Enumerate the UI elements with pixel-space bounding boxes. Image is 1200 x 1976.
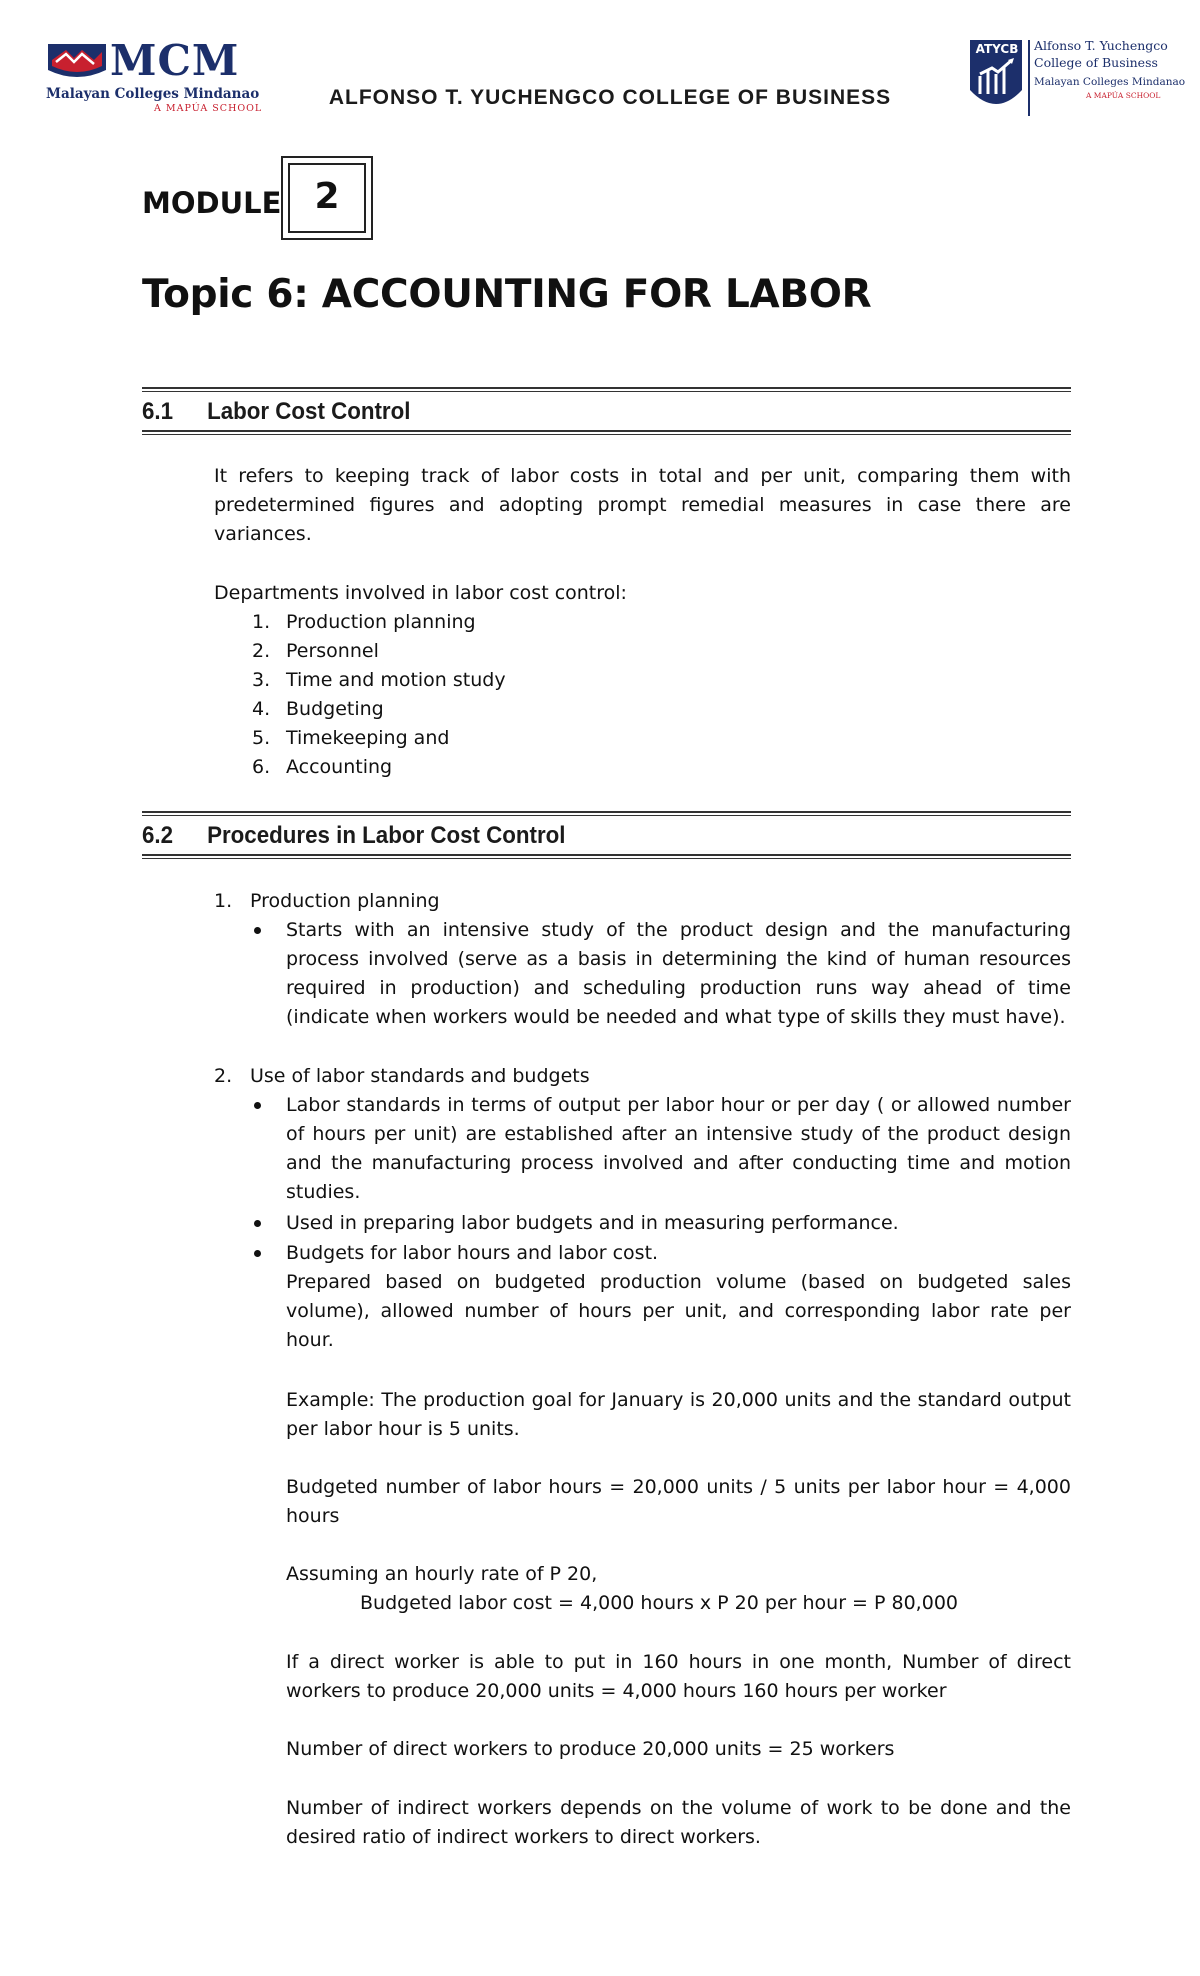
budgets-heading-text: Budgets for labor hours and labor cost. bbox=[286, 1242, 659, 1264]
mcm-monogram: MCM bbox=[110, 36, 240, 85]
example-text: Example: The production goal for January is 20,000 units and the standard output per labor hour is 5 units. bbox=[286, 1389, 1071, 1440]
budgets-prepared-text: Prepared based on budgeted production volume (based on budgeted sales volume), allowed number of hours per unit, and corresponding labor rate per hour. bbox=[286, 1271, 1071, 1351]
direct-worker-text: If a direct worker is able to put in 160 hours in one month, Number of direct workers to produce 20,000 units = 4,000 hours 160 hours per worker bbox=[286, 1651, 1071, 1702]
direct-workers-count-text: Number of direct workers to produce 20,000 units = 25 workers bbox=[286, 1738, 895, 1760]
atycb-line2: College of Business bbox=[1034, 55, 1158, 70]
hourly-rate-text: Assuming an hourly rate of P 20, bbox=[286, 1563, 598, 1585]
mcm-tagline: A MAPÚA SCHOOL bbox=[154, 103, 263, 114]
list-number: 4. bbox=[252, 698, 271, 720]
list-text: Production planning bbox=[286, 611, 476, 633]
logo-divider bbox=[1028, 40, 1030, 116]
bullet-icon bbox=[254, 1102, 261, 1109]
section-title: Labor Cost Control bbox=[207, 398, 411, 425]
atycb-line1: Alfonso T. Yuchengco bbox=[1034, 38, 1168, 53]
bullet-icon bbox=[254, 1250, 261, 1257]
labor-budgets-usage-text: Used in preparing labor budgets and in measuring performance. bbox=[286, 1212, 899, 1234]
section-heading-6-2 bbox=[142, 822, 1006, 850]
mcm-logo bbox=[44, 36, 263, 120]
section-rule-top bbox=[142, 387, 1071, 392]
list-text: Time and motion study bbox=[286, 669, 506, 691]
list-text: Personnel bbox=[286, 640, 379, 662]
departments-intro: Departments involved in labor cost control: bbox=[214, 582, 627, 604]
atycb-logo bbox=[968, 38, 1186, 120]
procedure-number: 2. bbox=[214, 1065, 233, 1087]
procedure-label: Use of labor standards and budgets bbox=[250, 1065, 590, 1087]
section-rule-bottom bbox=[142, 430, 1071, 435]
section-rule-top bbox=[142, 811, 1071, 816]
college-header: ALFONSO T. YUCHENGCO COLLEGE OF BUSINESS bbox=[328, 86, 892, 109]
module-number: 2 bbox=[288, 163, 366, 233]
list-number: 3. bbox=[252, 669, 271, 691]
labor-standards-text: Labor standards in terms of output per labor hour or per day ( or allowed number of hours per unit) are established after an intensive study of the product design and the manufacturing process involved and after conducting time and motion studies. bbox=[286, 1094, 1071, 1203]
list-text: Accounting bbox=[286, 756, 393, 778]
list-number: 1. bbox=[252, 611, 271, 633]
atycb-line3: Malayan Colleges Mindanao bbox=[1034, 76, 1186, 88]
topic-title: Topic 6: ACCOUNTING FOR LABOR bbox=[142, 272, 872, 317]
procedure-label: Production planning bbox=[250, 890, 440, 912]
atycb-line4: A MAPÚA SCHOOL bbox=[1086, 91, 1161, 100]
list-text: Budgeting bbox=[286, 698, 384, 720]
section-number: 6.2 bbox=[142, 822, 174, 849]
budgeted-cost-text: Budgeted labor cost = 4,000 hours x P 20 per hour = P 80,000 bbox=[360, 1592, 958, 1614]
section-heading-6-1 bbox=[142, 398, 1006, 426]
labor-cost-control-definition: It refers to keeping track of labor costs in total and per unit, comparing them with predetermined figures and adopting prompt remedial measures in case there are variances. bbox=[214, 465, 1071, 545]
list-number: 2. bbox=[252, 640, 271, 662]
bullet-icon bbox=[254, 1220, 261, 1227]
mcm-name: Malayan Colleges Mindanao bbox=[46, 86, 260, 102]
list-number: 6. bbox=[252, 756, 271, 778]
atycb-badge: ATYCB bbox=[975, 42, 1019, 56]
procedure-number: 1. bbox=[214, 890, 233, 912]
indirect-workers-text: Number of indirect workers depends on the volume of work to be done and the desired ratio of indirect workers to direct workers. bbox=[286, 1797, 1071, 1848]
section-number: 6.1 bbox=[142, 398, 174, 425]
list-number: 5. bbox=[252, 727, 271, 749]
list-text: Timekeeping and bbox=[286, 727, 450, 749]
module-number-box bbox=[281, 156, 373, 240]
bullet-icon bbox=[254, 927, 261, 934]
production-planning-text: Starts with an intensive study of the product design and the manufacturing process involved (serve as a basis in determining the kind of human resources required in production) and scheduling production runs way ahead of time (indicate when workers would be needed and what type of skills they must have). bbox=[286, 919, 1071, 1028]
module-label: MODULE bbox=[142, 186, 282, 220]
budgeted-hours-text: Budgeted number of labor hours = 20,000 units / 5 units per labor hour = 4,000 hours bbox=[286, 1476, 1071, 1527]
section-title: Procedures in Labor Cost Control bbox=[207, 822, 566, 849]
section-rule-bottom bbox=[142, 854, 1071, 859]
